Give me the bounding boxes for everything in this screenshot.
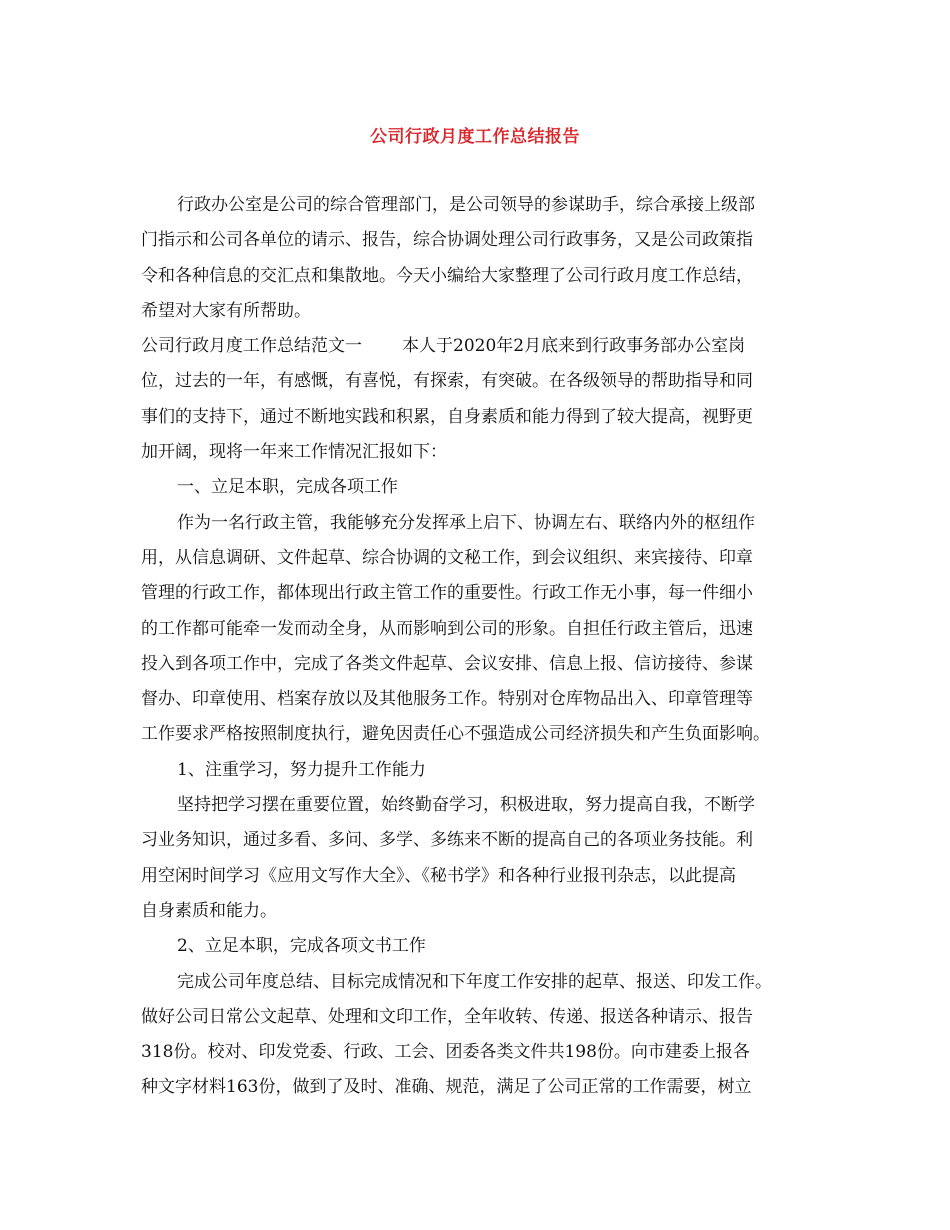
paragraph-line: 投入到各项工作中，完成了各类文件起草、会议安排、信息上报、信访接待、参谋 xyxy=(141,653,753,674)
paragraph-line: 令和各种信息的交汇点和集散地。今天小编给大家整理了公司行政月度工作总结， xyxy=(141,265,753,286)
section-heading: 一、立足本职，完成各项工作 xyxy=(177,477,398,498)
paragraph-line: 事们的支持下，通过不断地实践和积累，自身素质和能力得到了较大提高，视野更 xyxy=(141,406,753,427)
paragraph-line: 行政办公室是公司的综合管理部门，是公司领导的参谋助手，综合承接上级部 xyxy=(177,195,755,215)
paragraph-line: 种文字材料163份，做到了及时、准确、规范，满足了公司正常的工作需要，树立 xyxy=(141,1077,752,1098)
paragraph-text: 本人于2020年2月底来到行政事务部办公室岗 xyxy=(402,336,746,357)
paragraph-line: 318份。校对、印发党委、行政、工会、团委各类文件共198份。向市建委上报各 xyxy=(141,1042,750,1063)
section-heading: 2、立足本职，完成各项文书工作 xyxy=(177,936,426,957)
paragraph-line: 门指示和公司各单位的请示、报告，综合协调处理公司行政事务，又是公司政策指 xyxy=(141,230,753,251)
section-heading: 1、注重学习，努力提升工作能力 xyxy=(177,759,426,780)
paragraph-line: 工作要求严格按照制度执行，避免因责任心不强造成公司经济损失和产生负面影响。 xyxy=(141,724,770,745)
paragraph-line: 希望对大家有所帮助。 xyxy=(141,300,311,321)
paragraph-line: 督办、印章使用、档案存放以及其他服务工作。特别对仓库物品出入、印章管理等 xyxy=(141,689,753,710)
paragraph-line: 的工作都可能牵一发而动全身，从而影响到公司的形象。自担任行政主管后，迅速 xyxy=(141,618,753,639)
section-heading: 公司行政月度工作总结范文一 xyxy=(141,336,362,357)
paragraph-line: 作为一名行政主管，我能够充分发挥承上启下、协调左右、联络内外的枢纽作 xyxy=(177,512,755,533)
document-title: 公司行政月度工作总结报告 xyxy=(370,127,580,147)
paragraph-line: 习业务知识，通过多看、多问、多学、多练来不断的提高自己的各项业务技能。利 xyxy=(141,830,753,851)
paragraph-line: 用，从信息调研、文件起草、综合协调的文秘工作，到会议组织、来宾接待、印章 xyxy=(141,547,753,568)
paragraph-line: 完成公司年度总结、目标完成情况和下年度工作安排的起草、报送、印发工作。 xyxy=(177,971,772,992)
paragraph-line: 坚持把学习摆在重要位置，始终勤奋学习，积极进取，努力提高自我，不断学 xyxy=(177,795,755,816)
paragraph-line: 用空闲时间学习《应用文写作大全》、《秘书学》和各种行业报刊杂志，以此提高 xyxy=(141,865,736,886)
document-body xyxy=(141,188,821,1106)
paragraph-line: 自身素质和能力。 xyxy=(141,900,277,921)
paragraph-line-with-heading xyxy=(141,329,821,364)
paragraph-line: 管理的行政工作，都体现出行政主管工作的重要性。行政工作无小事，每一件细小 xyxy=(141,583,753,604)
paragraph-line: 做好公司日常公文起草、处理和文印工作，全年收转、传递、报送各种请示、报告 xyxy=(141,1006,753,1027)
paragraph-line: 加开阔，现将一年来工作情况汇报如下： xyxy=(141,442,447,463)
paragraph-line: 位，过去的一年，有感慨，有喜悦，有探索，有突破。在各级领导的帮助指导和同 xyxy=(141,371,753,392)
